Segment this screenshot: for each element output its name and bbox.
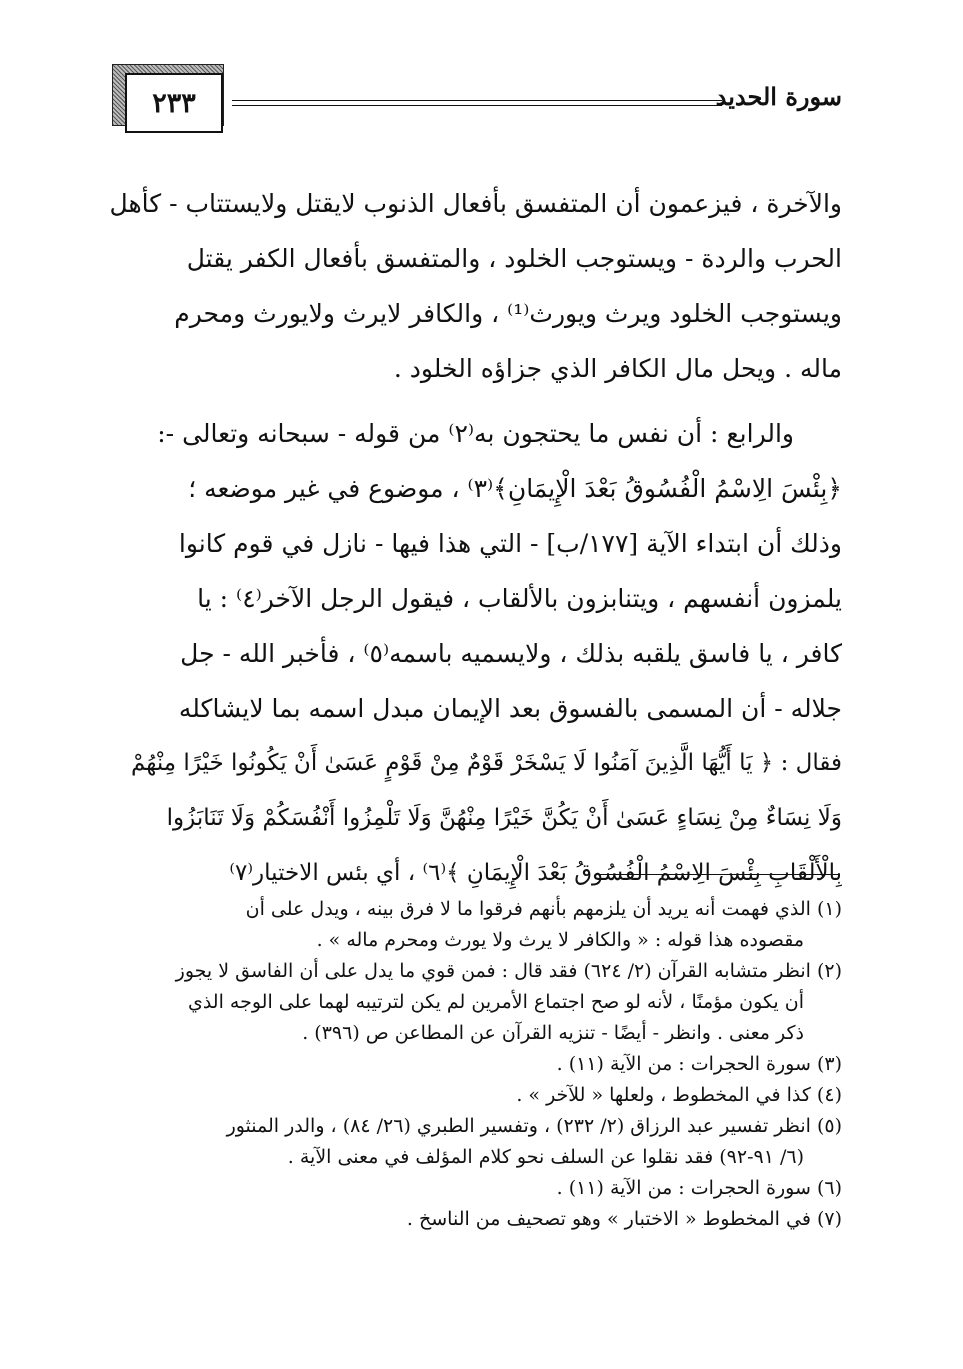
text-line: والرابع : أن نفس ما يحتجون به⁽٢⁾ من قوله - سبحانه وتعالى -:	[157, 419, 794, 448]
footnote-2-continuation: أن يكون مؤمنًا ، لأنه لو صح اجتماع الأمرين لم يكن لترتيبه لهما على الوجه الذي	[187, 991, 804, 1013]
footnote-6: (٦) سورة الحجرات : من الآية (١١) .	[556, 1177, 842, 1199]
text-line: وذلك أن ابتداء الآية [١٧٧/ب] - التي هذا فيها - نازل في قوم كانوا	[178, 529, 842, 558]
surah-title: سورة الحديد	[715, 82, 842, 111]
quran-verse-line: وَلَا نِسَاءٌ مِنْ نِسَاءٍ عَسَىٰ أَنْ يَكُنَّ خَيْرًا مِنْهُنَّ وَلَا تَلْمِزُوا أَنْفُسَكُمْ وَلَا تَنَابَزُوا	[166, 805, 842, 831]
footnote-1-continuation: مقصوده هذا قوله : « والكافر لا يرث ولا يورث ومحرم ماله » .	[316, 929, 804, 951]
quran-verse-line: فقال : ﴿ يَا أَيُّهَا الَّذِينَ آمَنُوا لَا يَسْخَرْ قَوْمٌ مِنْ قَوْمٍ عَسَىٰ أَنْ يَكُونُوا خَيْرًا مِنْهُمْ	[130, 750, 842, 776]
footnote-4: (٤) كذا في المخطوط ، ولعلها « للآخر » .	[516, 1084, 842, 1106]
footnote-7: (٧) في المخطوط « الاختبار » وهو تصحيف من الناسخ .	[406, 1208, 842, 1230]
quran-verse-line: ﴿بِئْسَ الِاسْمُ الْفُسُوقُ بَعْدَ الْإِيمَانِ﴾⁽٣⁾ ، موضوع في غير موضعه ؛	[188, 474, 842, 503]
text-line: ماله . ويحل مال الكافر الذي جزاؤه الخلود .	[393, 354, 842, 383]
text-line: جلاله - أن المسمى بالفسوق بعد الإيمان مبدل اسمه بما لايشاكله	[178, 694, 842, 723]
footnote-3: (٣) سورة الحجرات : من الآية (١١) .	[556, 1053, 842, 1075]
footnotes	[102, 894, 842, 1235]
page-header	[112, 62, 842, 134]
text-line: والآخرة ، فيزعمون أن المتفسق بأفعال الذنوب لايقتل ولايستتاب - كأهل	[109, 189, 842, 218]
footnote-1: (١) الذي فهمت أنه يريد أن يلزمهم بأنهم فرقوا ما لا فرق بينه ، ويدل على أن	[245, 898, 842, 920]
quran-verse-line: بِالْأَلْقَابِ بِئْسَ الِاسْمُ الْفُسُوقُ بَعْدَ الْإِيمَانِ ﴾⁽٦⁾ ، أي بئس الاختيار⁽٧⁾	[229, 860, 842, 886]
footnote-5-continuation: (٦/ ٩١-٩٢) فقد نقلوا عن السلف نحو كلام المؤلف في معنى الآية .	[287, 1146, 804, 1168]
footnote-2-continuation: ذكر معنى . وانظر - أيضًا - تنزيه القرآن عن المطاعن ص (٣٩٦) .	[302, 1022, 804, 1044]
page-number: ٢٣٣	[125, 73, 223, 133]
paragraph-gap	[102, 396, 842, 406]
text-line: ويستوجب الخلود ويرث ويورث⁽¹⁾ ، والكافر لايرث ولايورث ومحرم	[174, 299, 842, 328]
header-rule	[232, 100, 722, 106]
page-number-frame	[112, 64, 224, 126]
text-line: كافر ، يا فاسق يلقبه بذلك ، ولايسميه باسمه⁽٥⁾ ، فأخبر الله - جل	[180, 639, 842, 668]
main-text	[102, 176, 842, 901]
footnote-2: (٢) انظر متشابه القرآن (٢/ ٦٢٤) فقد قال : فمن قوي ما يدل على أن الفاسق لا يجوز	[175, 960, 842, 982]
footnote-separator	[600, 874, 840, 875]
footnote-5: (٥) انظر تفسير عبد الرزاق (٢/ ٢٣٢) ، وتفسير الطبري (٢٦/ ٨٤) ، والدر المنثور	[226, 1115, 842, 1137]
text-line: يلمزون أنفسهم ، ويتنابزون بالألقاب ، فيقول الرجل الآخر⁽٤⁾ : يا	[197, 584, 842, 613]
text-line: الحرب والردة - ويستوجب الخلود ، والمتفسق بأفعال الكفر يقتل	[186, 244, 842, 273]
